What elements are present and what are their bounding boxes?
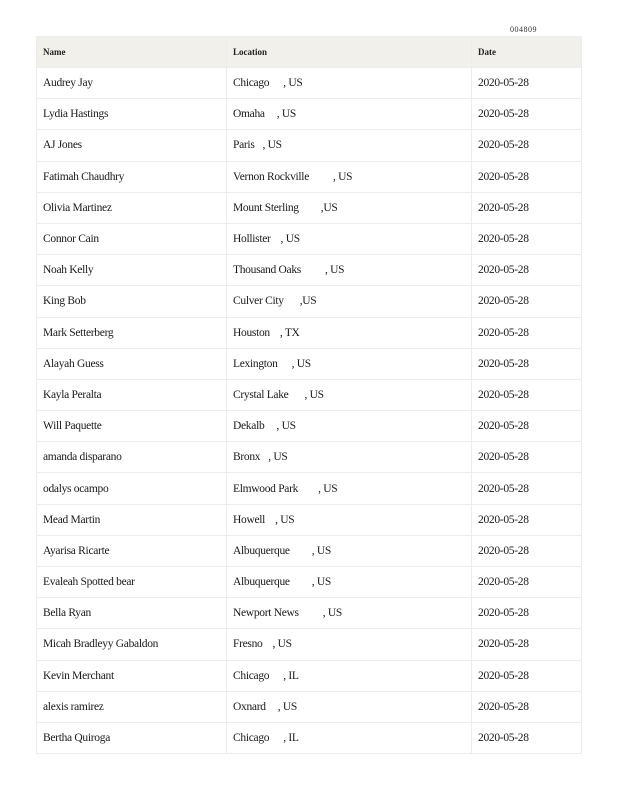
table-row	[37, 379, 582, 410]
table-row	[37, 629, 582, 660]
location-region: , US	[304, 388, 324, 401]
roster-table	[36, 36, 582, 754]
location-city: Lexington	[233, 357, 278, 370]
location-city: Hollister	[233, 233, 271, 246]
location-city: Albuquerque	[233, 544, 290, 557]
cell-location	[227, 223, 472, 254]
table-row	[37, 99, 582, 130]
cell-name: King Bob	[37, 286, 227, 317]
column-header-date: Date	[472, 37, 582, 68]
location-city: Elmwood Park	[233, 482, 299, 495]
cell-name: Lydia Hastings	[37, 99, 227, 130]
table-row	[37, 473, 582, 504]
cell-name: Olivia Martinez	[37, 192, 227, 223]
table-row	[37, 722, 582, 753]
location-city: Chicago	[233, 77, 270, 90]
cell-date: 2020-05-28	[472, 130, 582, 161]
cell-name: Bertha Quiroga	[37, 722, 227, 753]
location-city: Howell	[233, 513, 266, 526]
table-row	[37, 255, 582, 286]
location-city: Chicago	[233, 732, 270, 745]
location-region: , US	[333, 170, 353, 183]
location-city: Albuquerque	[233, 576, 290, 589]
location-city: Thousand Oaks	[233, 264, 301, 277]
table-row	[37, 660, 582, 691]
location-region: , US	[262, 139, 282, 152]
cell-name: Kevin Merchant	[37, 660, 227, 691]
cell-location	[227, 722, 472, 753]
cell-date: 2020-05-28	[472, 317, 582, 348]
location-region: , US	[322, 607, 342, 620]
location-region: , US	[276, 420, 296, 433]
cell-location	[227, 442, 472, 473]
cell-date: 2020-05-28	[472, 722, 582, 753]
page-number: 004809	[510, 25, 537, 34]
location-city: Paris	[233, 139, 255, 152]
table-row	[37, 535, 582, 566]
cell-location	[227, 317, 472, 348]
cell-date: 2020-05-28	[472, 255, 582, 286]
cell-date: 2020-05-28	[472, 535, 582, 566]
table-row	[37, 567, 582, 598]
cell-name: Will Paquette	[37, 411, 227, 442]
cell-name: Audrey Jay	[37, 68, 227, 99]
cell-date: 2020-05-28	[472, 504, 582, 535]
cell-location	[227, 691, 472, 722]
location-region: , US	[280, 233, 300, 246]
cell-location	[227, 629, 472, 660]
cell-date: 2020-05-28	[472, 161, 582, 192]
cell-name: Noah Kelly	[37, 255, 227, 286]
cell-date: 2020-05-28	[472, 192, 582, 223]
header-row	[37, 37, 582, 68]
location-city: Bronx	[233, 451, 261, 464]
cell-name: Micah Bradleyy Gabaldon	[37, 629, 227, 660]
cell-location	[227, 348, 472, 379]
location-region: , US	[276, 108, 296, 121]
cell-date: 2020-05-28	[472, 473, 582, 504]
location-region: , IL	[283, 669, 299, 682]
location-region: , US	[311, 576, 332, 589]
cell-location	[227, 286, 472, 317]
location-city: Omaha	[233, 108, 265, 121]
location-city: Newport News	[233, 607, 299, 620]
cell-date: 2020-05-28	[472, 660, 582, 691]
location-region: , US	[324, 264, 345, 277]
cell-date: 2020-05-28	[472, 411, 582, 442]
cell-name: amanda disparano	[37, 442, 227, 473]
location-region: , US	[268, 451, 288, 464]
table-row	[37, 504, 582, 535]
cell-location	[227, 473, 472, 504]
cell-location	[227, 504, 472, 535]
cell-date: 2020-05-28	[472, 379, 582, 410]
cell-location	[227, 161, 472, 192]
cell-location	[227, 411, 472, 442]
table-row	[37, 317, 582, 348]
table-row	[37, 598, 582, 629]
location-city: Culver City	[233, 295, 284, 308]
table-row	[37, 161, 582, 192]
cell-name: Mark Setterberg	[37, 317, 227, 348]
cell-date: 2020-05-28	[472, 286, 582, 317]
table-row	[37, 192, 582, 223]
cell-location	[227, 660, 472, 691]
table-row	[37, 411, 582, 442]
cell-name: Mead Martin	[37, 504, 227, 535]
cell-name: Kayla Peralta	[37, 379, 227, 410]
table-row	[37, 130, 582, 161]
cell-date: 2020-05-28	[472, 629, 582, 660]
location-city: Dekalb	[233, 420, 265, 433]
location-city: Houston	[233, 326, 270, 339]
location-region: , IL	[283, 732, 299, 745]
location-city: Oxnard	[233, 700, 266, 713]
column-header-location: Location	[227, 37, 472, 68]
location-region: , TX	[279, 326, 300, 339]
cell-date: 2020-05-28	[472, 99, 582, 130]
location-region: , US	[283, 77, 303, 90]
cell-name: Bella Ryan	[37, 598, 227, 629]
cell-date: 2020-05-28	[472, 442, 582, 473]
location-city: Crystal Lake	[233, 388, 289, 401]
location-region: , US	[291, 357, 311, 370]
location-region: , US	[277, 700, 297, 713]
cell-name: Connor Cain	[37, 223, 227, 254]
cell-name: Evaleah Spotted bear	[37, 567, 227, 598]
location-region: ,US	[320, 201, 338, 214]
table-body	[37, 68, 582, 754]
column-header-name: Name	[37, 37, 227, 68]
cell-name: alexis ramirez	[37, 691, 227, 722]
cell-location	[227, 379, 472, 410]
table-row	[37, 68, 582, 99]
table-row	[37, 442, 582, 473]
cell-date: 2020-05-28	[472, 567, 582, 598]
location-region: , US	[275, 513, 295, 526]
cell-name: odalys ocampo	[37, 473, 227, 504]
location-city: Mount Sterling	[233, 201, 299, 214]
cell-name: Fatimah Chaudhry	[37, 161, 227, 192]
location-city: Chicago	[233, 669, 270, 682]
cell-date: 2020-05-28	[472, 223, 582, 254]
cell-name: AJ Jones	[37, 130, 227, 161]
table-row	[37, 691, 582, 722]
table-row	[37, 286, 582, 317]
cell-name: Alayah Guess	[37, 348, 227, 379]
cell-date: 2020-05-28	[472, 598, 582, 629]
cell-location	[227, 567, 472, 598]
cell-date: 2020-05-28	[472, 348, 582, 379]
cell-location	[227, 130, 472, 161]
cell-date: 2020-05-28	[472, 691, 582, 722]
cell-location	[227, 255, 472, 286]
location-city: Fresno	[233, 638, 263, 651]
cell-location	[227, 535, 472, 566]
cell-location	[227, 99, 472, 130]
cell-location	[227, 68, 472, 99]
location-region: ,US	[299, 295, 317, 308]
cell-location	[227, 192, 472, 223]
location-region: , US	[272, 638, 292, 651]
table-header	[37, 37, 582, 68]
location-city: Vernon Rockville	[233, 170, 310, 183]
location-region: , US	[318, 482, 338, 495]
table-row	[37, 223, 582, 254]
cell-date: 2020-05-28	[472, 68, 582, 99]
cell-location	[227, 598, 472, 629]
table-row	[37, 348, 582, 379]
cell-name: Ayarisa Ricarte	[37, 535, 227, 566]
location-region: , US	[311, 544, 332, 557]
